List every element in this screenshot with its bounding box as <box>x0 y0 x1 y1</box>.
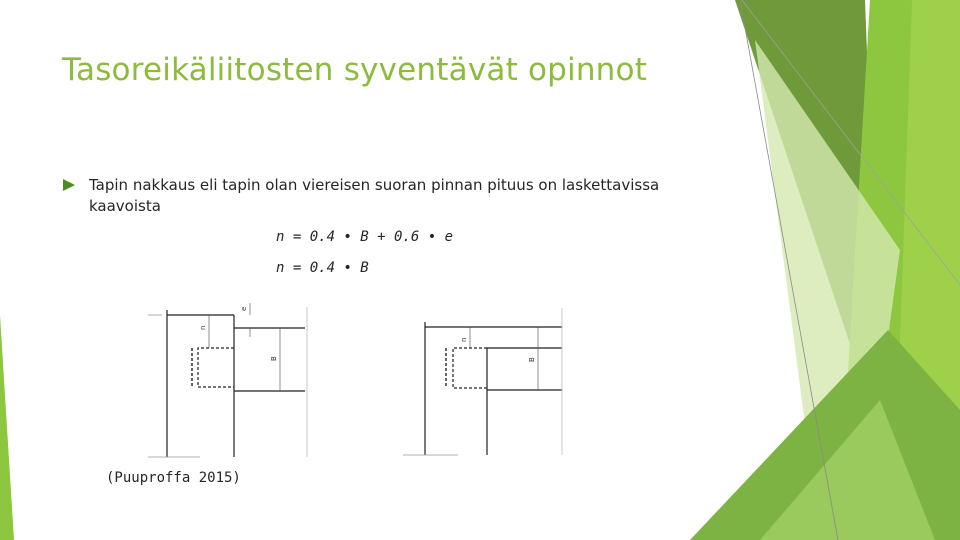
dim-label-n-1: n <box>199 325 207 330</box>
dim-label-b-1: B <box>270 356 278 361</box>
formula-1: n = 0.4 • B + 0.6 • e <box>276 229 454 245</box>
joint-drawing-2 <box>398 300 573 460</box>
formula-2: n = 0.4 • B <box>276 260 369 276</box>
triangle-arrow-right-icon <box>62 178 76 192</box>
dim-label-b-2: B <box>528 357 536 362</box>
dim-label-e-1: e <box>240 306 248 311</box>
slide-title: Tasoreikäliitosten syventävät opinnot <box>62 52 648 88</box>
bullet-text: Tapin nakkaus eli tapin olan viereisen suoran pinnan pituus on laskettavissa kaavoista <box>89 176 660 215</box>
left-stripe <box>0 315 14 540</box>
joint-drawing-1 <box>140 295 315 465</box>
source-caption: (Puuproffa 2015) <box>106 470 241 486</box>
dim-label-n-2: n <box>460 337 468 342</box>
